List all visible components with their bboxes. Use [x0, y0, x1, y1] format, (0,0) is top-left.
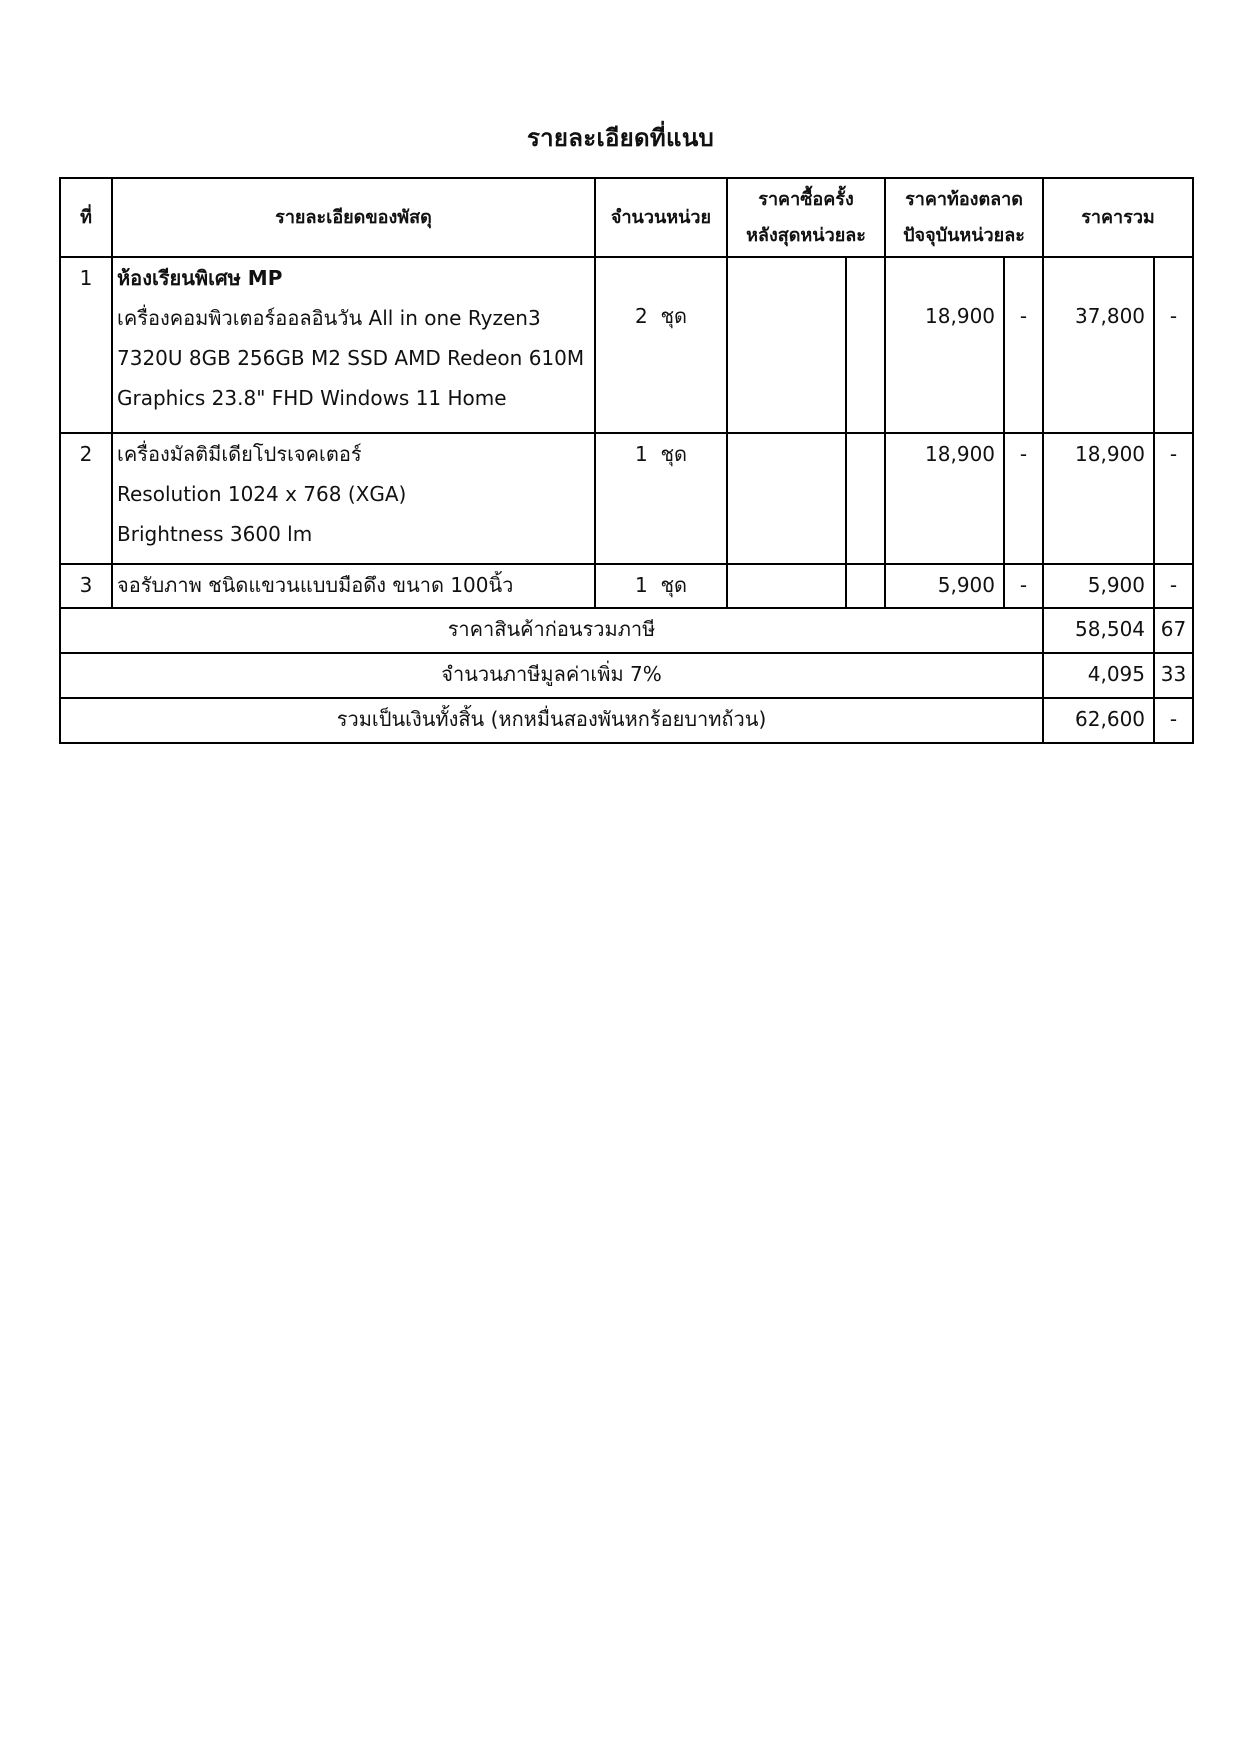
row-description-line: เครื่องมัลติมีเดียโปรเจคเตอร์ — [117, 442, 362, 466]
header-last-price — [727, 178, 885, 257]
row-last-price-frac — [846, 433, 885, 564]
row-total: 5,900 — [1043, 564, 1154, 608]
row-description-line: เครื่องคอมพิวเตอร์ออลอินวัน All in one Ryzen3 — [117, 306, 541, 330]
table-row — [60, 433, 1193, 564]
row-total: 37,800 — [1043, 257, 1154, 433]
grand-total-value: 62,600 — [1043, 698, 1154, 743]
row-group-label: ห้องเรียนพิเศษ MP — [117, 266, 283, 290]
row-description-line: จอรับภาพ ชนิดแขวนแบบมือดึง ขนาด 100นิ้ว — [117, 573, 514, 597]
header-description: รายละเอียดของพัสดุ — [112, 178, 595, 257]
items-table — [59, 177, 1194, 744]
row-market-price: 18,900 — [885, 433, 1004, 564]
row-market-price: 18,900 — [885, 257, 1004, 433]
row-quantity-value: 1 — [634, 573, 648, 597]
header-market-price-line2: ปัจจุบันหน่วยละ — [903, 224, 1025, 246]
row-market-price-frac: - — [1004, 564, 1043, 608]
row-market-price-frac: - — [1004, 433, 1043, 564]
row-last-price — [727, 433, 846, 564]
row-quantity-value: 1 — [634, 442, 648, 466]
subtotal-value: 58,504 — [1043, 608, 1154, 653]
grand-total-row — [60, 698, 1193, 743]
row-total: 18,900 — [1043, 433, 1154, 564]
row-quantity-value: 2 — [634, 304, 648, 328]
row-quantity — [595, 433, 727, 564]
grand-total-label: รวมเป็นเงินทั้งสิ้น (หกหมื่นสองพันหกร้อยบาทถ้วน) — [60, 698, 1043, 743]
subtotal-row — [60, 608, 1193, 653]
vat-row — [60, 653, 1193, 698]
grand-total-frac: - — [1154, 698, 1193, 743]
header-last-price-line1: ราคาซื้อครั้ง — [758, 188, 854, 210]
row-description — [112, 257, 595, 433]
header-row — [60, 178, 1193, 257]
table-row — [60, 564, 1193, 608]
header-total: ราคารวม — [1043, 178, 1193, 257]
row-quantity-unit: ชุด — [660, 304, 687, 328]
header-last-price-line2: หลังสุดหน่วยละ — [746, 224, 866, 246]
row-market-price-frac: - — [1004, 257, 1043, 433]
row-last-price-frac — [846, 564, 885, 608]
document-title: รายละเอียดที่แนบ — [526, 124, 715, 152]
row-description-line: Graphics 23.8" FHD Windows 11 Home — [117, 386, 507, 410]
vat-value: 4,095 — [1043, 653, 1154, 698]
row-quantity-unit: ชุด — [660, 442, 687, 466]
row-last-price — [727, 257, 846, 433]
header-no: ที่ — [60, 178, 112, 257]
row-last-price-frac — [846, 257, 885, 433]
table-row — [60, 257, 1193, 433]
row-quantity — [595, 564, 727, 608]
row-market-price: 5,900 — [885, 564, 1004, 608]
row-description-line: Brightness 3600 lm — [117, 522, 313, 546]
row-no: 1 — [60, 257, 112, 433]
row-total-frac: - — [1154, 433, 1193, 564]
row-quantity — [595, 257, 727, 433]
row-description-line: 7320U 8GB 256GB M2 SSD AMD Redeon 610M — [117, 346, 585, 370]
vat-frac: 33 — [1154, 653, 1193, 698]
row-description — [112, 564, 595, 608]
row-description — [112, 433, 595, 564]
row-quantity-unit: ชุด — [660, 573, 687, 597]
row-last-price — [727, 564, 846, 608]
subtotal-label: ราคาสินค้าก่อนรวมภาษี — [60, 608, 1043, 653]
header-quantity: จำนวนหน่วย — [595, 178, 727, 257]
row-no: 3 — [60, 564, 112, 608]
row-total-frac: - — [1154, 257, 1193, 433]
header-market-price — [885, 178, 1043, 257]
row-description-line: Resolution 1024 x 768 (XGA) — [117, 482, 407, 506]
header-market-price-line1: ราคาท้องตลาด — [905, 188, 1023, 210]
row-no: 2 — [60, 433, 112, 564]
subtotal-frac: 67 — [1154, 608, 1193, 653]
row-total-frac: - — [1154, 564, 1193, 608]
vat-label: จำนวนภาษีมูลค่าเพิ่ม 7% — [60, 653, 1043, 698]
